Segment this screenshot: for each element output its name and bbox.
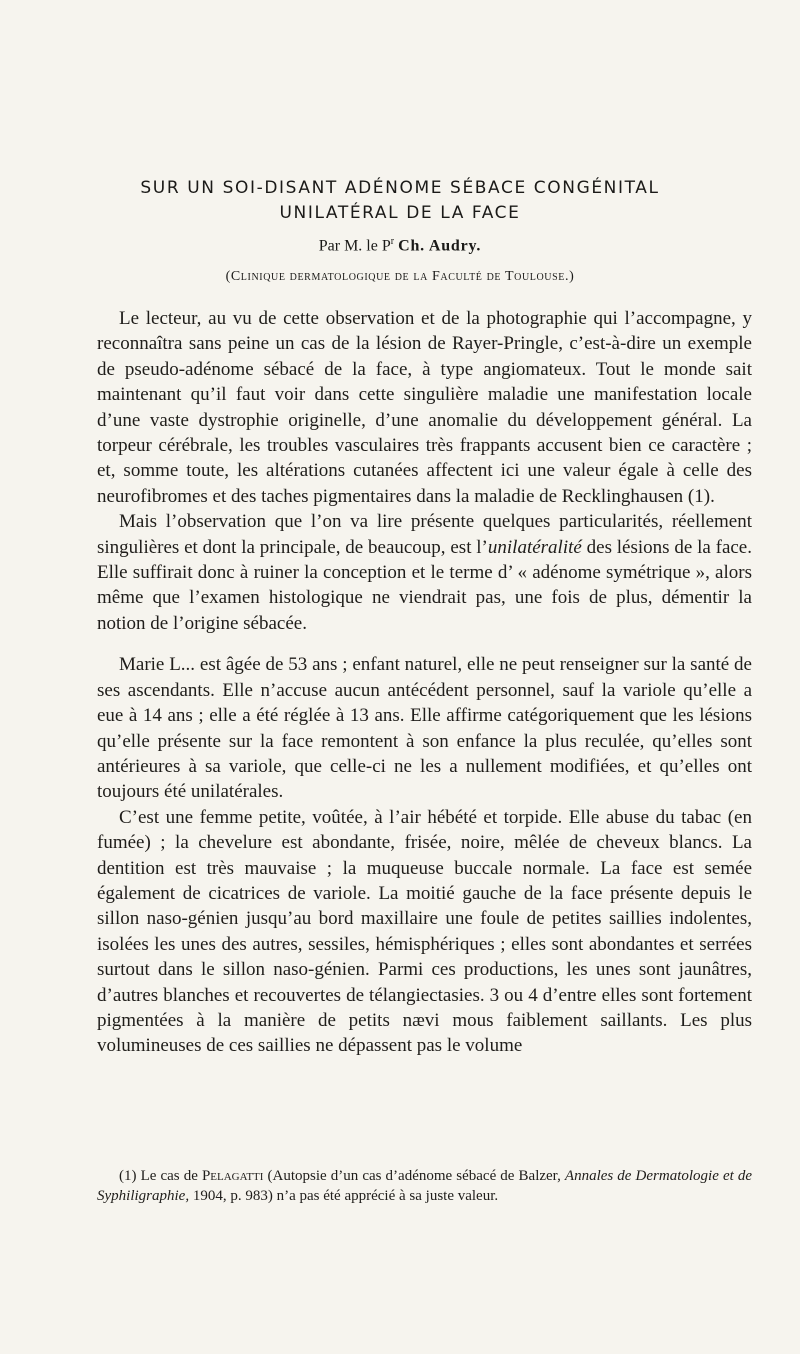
article-header	[0, 176, 800, 288]
paragraph-3: Marie L... est âgée de 53 ans ; enfant naturel, elle ne peut renseigner sur la santé de ses ascendants. Elle n’accuse aucun antécédent personnel, sauf la variole qu’elle a eue à 14 ans ; elle a été réglée à 13 ans. Elle affirme catégoriquement que les lésions qu’elle présente sur la face remontent à son enfance la plus reculée, qu’elles sont antérieures à sa variole, que celle-ci ne les a nullement modifiées, et qu’elles ont toujours été unilatérales.	[97, 654, 752, 803]
affiliation: (Clinique dermatologique de la Faculté de Toulouse.)	[225, 269, 575, 285]
paragraph-2-text-a: Mais l’observation que l’on va lire présente quelques particularités, réellement singulières et dont la principale, de beaucoup, est l’	[97, 511, 752, 558]
article-title-line-1: SUR UN SOI-DISANT ADÉNOME SÉBACE CONGÉNITAL	[140, 178, 660, 198]
footnote-text-a: (Autopsie d’un cas d’adénome sébacé de Balzer,	[263, 1168, 565, 1184]
paragraph-2-emphasis: unilatéralité	[487, 536, 582, 558]
footnote	[97, 1166, 752, 1206]
article-title-line-2: UNILATÉRAL DE LA FACE	[279, 203, 521, 223]
paragraph-2	[97, 509, 752, 636]
author-line	[0, 230, 800, 258]
footnote-journal: Annales de Dermatologie et de Syphiligraphie,	[97, 1168, 752, 1204]
author-prefix: Par M. le P	[318, 237, 391, 255]
paragraph-4: C’est une femme petite, voûtée, à l’air hébété et torpide. Elle abuse du tabac (en fumée) ; la chevelure est abondante, frisée, noire, mêlée de cheveux blancs. La dentition est très mauvaise ; la muqueuse buccale normale. La face est semée également de cicatrices de variole. La moitié gauche de la face présente depuis le sillon naso-génien jusqu’au bord maxillaire une foule de petites saillies indolentes, isolées les unes des autres, sessiles, hémisphériques ; elles sont abondantes et serrées surtout dans le sillon naso-génien. Parmi ces productions, les unes sont jaunâtres, d’autres blanches et recouvertes de télangiectasies. 3 ou 4 d’entre elles sont fortement pigmentées à la manière de petits nævi mous faiblement saillants. Les plus volumineuses de ces saillies ne dépassent pas le volume	[97, 806, 752, 1057]
author-name: Ch. Audry.	[398, 237, 482, 255]
footnote-marker: (1) Le cas de	[119, 1168, 202, 1184]
footnote-text-b: 1904, p. 983) n’a pas été apprécié à sa juste valeur.	[189, 1188, 499, 1204]
article-body	[97, 306, 752, 1059]
paragraph-1: Le lecteur, au vu de cette observation et de la photographie qui l’accompagne, y reconnaîtra sans peine un cas de la lésion de Rayer-Pringle, c’est-à-dire un exemple de pseudo-adénome sébacé de la face, à type angiomateux. Tout le monde sait maintenant qu’il faut voir dans cette singulière maladie une manifestation locale d’une vaste dystrophie originelle, d’une anomalie du développement général. La torpeur cérébrale, les troubles vasculaires très frappants accusent bien ce caractère ; et, somme toute, les altérations cutanées affectent ici une valeur égale à celle des neurofibromes et des taches pigmentaires dans la maladie de Recklinghausen (1).	[97, 308, 752, 507]
author-title-superscript: r	[390, 236, 395, 247]
paragraph-2-text-b: des lésions de la face. Elle suffirait donc à ruiner la conception et le terme d’ « adénome symétrique », alors même que l’examen histologique ne viendrait pas, une fois de plus, démentir la notion de l’origine sébacée.	[97, 536, 752, 634]
footnote-author-name: Pelagatti	[201, 1168, 264, 1184]
